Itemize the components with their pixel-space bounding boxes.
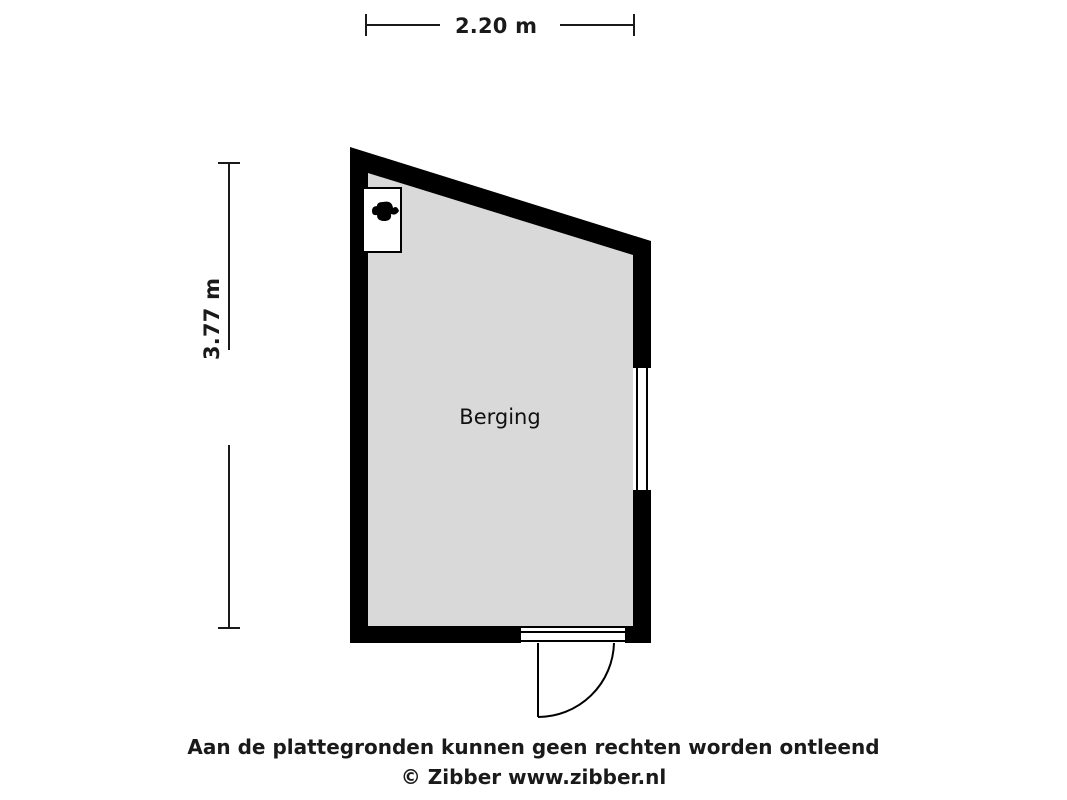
door-bottom (521, 628, 625, 717)
footer-disclaimer: Aan de plattegronden kunnen geen rechten worden ontleend (187, 735, 880, 759)
dimension-left-label: 3.77 m (200, 277, 224, 360)
window-left (363, 188, 401, 252)
room-label-berging: Berging (459, 405, 541, 429)
dimension-left (218, 163, 240, 628)
footer-copyright: © Zibber www.zibber.nl (400, 765, 667, 789)
window-right (633, 368, 651, 490)
dimension-top-label: 2.20 m (455, 14, 538, 38)
